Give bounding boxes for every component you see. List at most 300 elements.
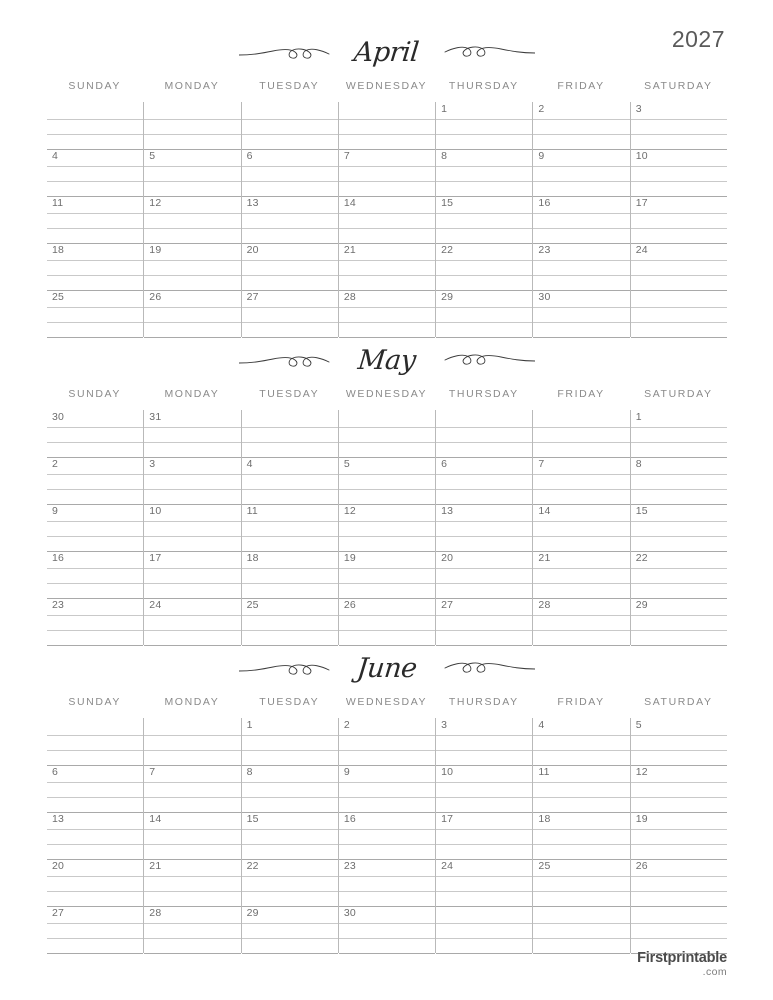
- day-cell[interactable]: [435, 859, 532, 906]
- writing-line: [436, 442, 532, 443]
- day-cell[interactable]: [143, 812, 240, 859]
- writing-line: [631, 923, 727, 924]
- writing-line: [533, 583, 629, 584]
- month-title-april: [46, 30, 727, 74]
- writing-line: [242, 489, 338, 490]
- writing-line: [339, 615, 435, 616]
- weekday-label-tuesday: TUESDAY: [259, 696, 320, 708]
- day-cell[interactable]: [46, 149, 143, 196]
- writing-line: [47, 735, 143, 736]
- site-branding: [637, 951, 727, 978]
- day-cell[interactable]: [46, 504, 143, 551]
- day-cell[interactable]: [46, 551, 143, 598]
- day-cell[interactable]: [532, 718, 629, 765]
- writing-line: [436, 119, 532, 120]
- day-cell[interactable]: [46, 196, 143, 243]
- day-cell[interactable]: [630, 551, 727, 598]
- day-cell[interactable]: [46, 243, 143, 290]
- writing-line: [339, 568, 435, 569]
- day-cell[interactable]: [143, 598, 240, 645]
- month-name: June: [355, 652, 418, 684]
- day-cell[interactable]: [630, 290, 727, 337]
- day-cell[interactable]: [46, 812, 143, 859]
- day-cell[interactable]: [435, 812, 532, 859]
- day-cell[interactable]: [532, 457, 629, 504]
- writing-line: [533, 536, 629, 537]
- writing-line: [339, 953, 435, 954]
- day-cell[interactable]: [338, 457, 435, 504]
- day-cell[interactable]: [241, 812, 338, 859]
- writing-line: [339, 891, 435, 892]
- writing-line: [631, 228, 727, 229]
- weekday-label-wednesday: WEDNESDAY: [345, 388, 428, 400]
- writing-line: [533, 322, 629, 323]
- weekday-label-wednesday: WEDNESDAY: [345, 696, 428, 708]
- date-number: 27: [52, 907, 65, 919]
- writing-line: [242, 797, 338, 798]
- flourish-swash-icon: [443, 656, 535, 682]
- writing-line: [144, 119, 240, 120]
- day-cell[interactable]: [241, 457, 338, 504]
- writing-line: [436, 735, 532, 736]
- day-cell[interactable]: [46, 598, 143, 645]
- brand-name: Firstprintable: [637, 949, 727, 966]
- writing-line: [144, 228, 240, 229]
- day-cell[interactable]: [143, 243, 240, 290]
- writing-line: [144, 322, 240, 323]
- writing-line: [339, 630, 435, 631]
- weekday-label-sunday: SUNDAY: [68, 388, 121, 400]
- date-number: 21: [149, 860, 162, 872]
- date-number: 23: [343, 860, 356, 872]
- writing-line: [47, 307, 143, 308]
- writing-line: [242, 427, 338, 428]
- weekday-label-saturday: SATURDAY: [644, 388, 713, 400]
- day-cell[interactable]: [46, 102, 143, 149]
- writing-line: [436, 307, 532, 308]
- day-cell[interactable]: [338, 551, 435, 598]
- writing-line: [631, 307, 727, 308]
- day-cell[interactable]: [338, 718, 435, 765]
- day-cell[interactable]: [46, 859, 143, 906]
- week-row: [46, 765, 727, 812]
- day-cell[interactable]: [241, 243, 338, 290]
- date-number: 25: [246, 599, 259, 611]
- weekday-label-thursday: THURSDAY: [448, 388, 519, 400]
- day-cell[interactable]: [143, 196, 240, 243]
- writing-line: [436, 953, 532, 954]
- day-cell[interactable]: [241, 149, 338, 196]
- writing-line: [533, 307, 629, 308]
- writing-line: [533, 630, 629, 631]
- day-cell[interactable]: [143, 718, 240, 765]
- writing-line: [533, 442, 629, 443]
- date-number: 8: [635, 458, 642, 470]
- writing-line: [47, 891, 143, 892]
- month-title-june: [46, 646, 727, 690]
- writing-line: [631, 489, 727, 490]
- day-cell[interactable]: [338, 859, 435, 906]
- date-number: 10: [149, 505, 162, 517]
- writing-line: [144, 938, 240, 939]
- writing-line: [533, 891, 629, 892]
- day-cell[interactable]: [630, 457, 727, 504]
- day-cell[interactable]: [338, 598, 435, 645]
- year-label: 2027: [671, 26, 725, 52]
- date-number: 7: [149, 766, 156, 778]
- week-row: [46, 551, 727, 598]
- flourish-left-icon: [239, 658, 331, 684]
- date-number: 25: [52, 291, 65, 303]
- date-number: 17: [635, 197, 648, 209]
- writing-line: [144, 630, 240, 631]
- writing-line: [144, 536, 240, 537]
- day-cell[interactable]: [241, 551, 338, 598]
- writing-line: [47, 134, 143, 135]
- date-number: 13: [246, 197, 259, 209]
- writing-line: [144, 750, 240, 751]
- day-cell[interactable]: [630, 243, 727, 290]
- week-row: [46, 906, 727, 953]
- day-cell[interactable]: [143, 906, 240, 953]
- writing-line: [631, 427, 727, 428]
- week-row: [46, 598, 727, 645]
- day-cell[interactable]: [532, 765, 629, 812]
- writing-line: [631, 213, 727, 214]
- writing-line: [47, 583, 143, 584]
- date-number: 4: [246, 458, 253, 470]
- date-number: 1: [441, 103, 448, 115]
- date-number: 26: [343, 599, 356, 611]
- day-cell[interactable]: [532, 102, 629, 149]
- date-number: 30: [538, 291, 551, 303]
- date-number: 16: [52, 552, 65, 564]
- week-row: [46, 504, 727, 551]
- day-cell[interactable]: [435, 598, 532, 645]
- writing-line: [533, 797, 629, 798]
- writing-line: [533, 166, 629, 167]
- writing-line: [242, 275, 338, 276]
- date-number: 28: [149, 907, 162, 919]
- writing-line: [47, 923, 143, 924]
- writing-line: [144, 307, 240, 308]
- date-number: 9: [343, 766, 350, 778]
- day-cell[interactable]: [630, 149, 727, 196]
- day-cell[interactable]: [435, 504, 532, 551]
- day-cell[interactable]: [241, 598, 338, 645]
- flourish-swash-icon: [443, 40, 535, 66]
- date-number: 4: [538, 719, 545, 731]
- date-number: 3: [149, 458, 156, 470]
- day-cell[interactable]: [241, 290, 338, 337]
- writing-line: [242, 474, 338, 475]
- day-cell[interactable]: [630, 598, 727, 645]
- day-cell[interactable]: [630, 196, 727, 243]
- writing-line: [339, 213, 435, 214]
- writing-line: [533, 735, 629, 736]
- writing-line: [533, 521, 629, 522]
- date-number: 22: [246, 860, 259, 872]
- weekday-label-saturday: SATURDAY: [644, 80, 713, 92]
- writing-line: [242, 876, 338, 877]
- writing-line: [144, 615, 240, 616]
- writing-line: [47, 275, 143, 276]
- writing-line: [144, 166, 240, 167]
- week-row: [46, 812, 727, 859]
- writing-line: [339, 750, 435, 751]
- day-cell[interactable]: [143, 410, 240, 457]
- date-number: 14: [538, 505, 551, 517]
- day-cell[interactable]: [532, 504, 629, 551]
- writing-line: [631, 735, 727, 736]
- date-number: 14: [343, 197, 356, 209]
- writing-line: [339, 521, 435, 522]
- day-cell[interactable]: [143, 102, 240, 149]
- day-cell[interactable]: [532, 149, 629, 196]
- day-cell[interactable]: [338, 906, 435, 953]
- day-cell[interactable]: [46, 410, 143, 457]
- writing-line: [436, 630, 532, 631]
- day-cell[interactable]: [435, 551, 532, 598]
- day-cell[interactable]: [630, 102, 727, 149]
- writing-line: [339, 923, 435, 924]
- day-cell[interactable]: [532, 290, 629, 337]
- writing-line: [47, 568, 143, 569]
- weekday-label-friday: FRIDAY: [557, 388, 605, 400]
- day-cell[interactable]: [241, 906, 338, 953]
- day-cell[interactable]: [241, 196, 338, 243]
- date-number: 15: [635, 505, 648, 517]
- week-row: [46, 149, 727, 196]
- week-row: [46, 859, 727, 906]
- day-cell[interactable]: [532, 196, 629, 243]
- writing-line: [144, 213, 240, 214]
- date-number: 4: [52, 150, 59, 162]
- day-cell[interactable]: [46, 765, 143, 812]
- writing-line: [436, 275, 532, 276]
- calendar-grid-april: [46, 102, 727, 337]
- writing-line: [436, 583, 532, 584]
- day-cell[interactable]: [143, 290, 240, 337]
- writing-line: [242, 568, 338, 569]
- writing-line: [242, 735, 338, 736]
- day-cell[interactable]: [338, 149, 435, 196]
- flourish-right-icon: [443, 40, 535, 66]
- date-number: 12: [343, 505, 356, 517]
- writing-line: [242, 953, 338, 954]
- writing-line: [47, 228, 143, 229]
- writing-line: [47, 489, 143, 490]
- writing-line: [47, 630, 143, 631]
- flourish-swash-icon: [239, 42, 331, 68]
- day-cell[interactable]: [435, 765, 532, 812]
- writing-line: [242, 923, 338, 924]
- day-cell[interactable]: [630, 410, 727, 457]
- writing-line: [631, 322, 727, 323]
- writing-line: [533, 844, 629, 845]
- flourish-swash-icon: [443, 348, 535, 374]
- writing-line: [242, 134, 338, 135]
- writing-line: [631, 536, 727, 537]
- day-cell[interactable]: [241, 718, 338, 765]
- calendar-grid-may: [46, 410, 727, 645]
- weekday-label-thursday: THURSDAY: [448, 80, 519, 92]
- date-number: 6: [441, 458, 448, 470]
- day-cell[interactable]: [532, 243, 629, 290]
- day-cell[interactable]: [46, 718, 143, 765]
- day-cell[interactable]: [532, 812, 629, 859]
- day-cell[interactable]: [241, 504, 338, 551]
- writing-line: [242, 891, 338, 892]
- date-number: 10: [635, 150, 648, 162]
- writing-line: [631, 260, 727, 261]
- day-cell[interactable]: [630, 504, 727, 551]
- day-cell[interactable]: [630, 906, 727, 953]
- writing-line: [339, 260, 435, 261]
- day-cell[interactable]: [143, 149, 240, 196]
- writing-line: [533, 119, 629, 120]
- day-cell[interactable]: [338, 812, 435, 859]
- day-cell[interactable]: [435, 196, 532, 243]
- writing-line: [436, 891, 532, 892]
- day-cell[interactable]: [338, 196, 435, 243]
- day-cell[interactable]: [143, 457, 240, 504]
- writing-line: [631, 938, 727, 939]
- day-cell[interactable]: [46, 906, 143, 953]
- day-cell[interactable]: [435, 410, 532, 457]
- day-cell[interactable]: [338, 504, 435, 551]
- weekday-label-friday: FRIDAY: [557, 80, 605, 92]
- day-cell[interactable]: [630, 812, 727, 859]
- day-cell[interactable]: [435, 457, 532, 504]
- date-number: 25: [538, 860, 551, 872]
- weekday-header-row: [46, 690, 727, 714]
- date-number: 6: [52, 766, 59, 778]
- writing-line: [533, 275, 629, 276]
- day-cell[interactable]: [46, 457, 143, 504]
- writing-line: [533, 181, 629, 182]
- date-number: 13: [52, 813, 65, 825]
- day-cell[interactable]: [241, 859, 338, 906]
- day-cell[interactable]: [338, 290, 435, 337]
- day-cell[interactable]: [241, 765, 338, 812]
- day-cell[interactable]: [630, 859, 727, 906]
- day-cell[interactable]: [435, 290, 532, 337]
- date-number: 29: [635, 599, 648, 611]
- day-cell[interactable]: [630, 718, 727, 765]
- writing-line: [533, 260, 629, 261]
- day-cell[interactable]: [630, 765, 727, 812]
- weekday-header-row: [46, 382, 727, 406]
- date-number: 19: [343, 552, 356, 564]
- flourish-left-icon: [239, 350, 331, 376]
- day-cell[interactable]: [143, 765, 240, 812]
- weekday-header-row: [46, 74, 727, 98]
- day-cell[interactable]: [435, 243, 532, 290]
- writing-line: [47, 938, 143, 939]
- month-name: May: [356, 344, 417, 376]
- writing-line: [533, 938, 629, 939]
- day-cell[interactable]: [143, 859, 240, 906]
- day-cell[interactable]: [338, 410, 435, 457]
- weekday-label-wednesday: WEDNESDAY: [345, 80, 428, 92]
- date-number: 24: [149, 599, 162, 611]
- day-cell[interactable]: [46, 290, 143, 337]
- day-cell[interactable]: [435, 102, 532, 149]
- date-number: 11: [52, 197, 64, 209]
- date-number: 11: [538, 766, 550, 778]
- day-cell[interactable]: [338, 243, 435, 290]
- writing-line: [144, 474, 240, 475]
- writing-line: [47, 536, 143, 537]
- day-cell[interactable]: [435, 906, 532, 953]
- writing-line: [339, 583, 435, 584]
- flourish-swash-icon: [239, 658, 331, 684]
- date-number: 21: [343, 244, 356, 256]
- date-number: 3: [635, 103, 642, 115]
- day-cell[interactable]: [241, 102, 338, 149]
- writing-line: [242, 181, 338, 182]
- writing-line: [533, 568, 629, 569]
- day-cell[interactable]: [435, 718, 532, 765]
- weekday-label-monday: MONDAY: [164, 388, 220, 400]
- writing-line: [242, 938, 338, 939]
- brand-tld: .com: [702, 965, 727, 978]
- writing-line: [533, 474, 629, 475]
- writing-line: [339, 489, 435, 490]
- writing-line: [339, 166, 435, 167]
- flourish-left-icon: [239, 42, 331, 68]
- date-number: 18: [52, 244, 65, 256]
- day-cell[interactable]: [143, 504, 240, 551]
- writing-line: [47, 750, 143, 751]
- day-cell[interactable]: [143, 551, 240, 598]
- day-cell[interactable]: [532, 859, 629, 906]
- day-cell[interactable]: [532, 551, 629, 598]
- day-cell[interactable]: [435, 149, 532, 196]
- day-cell[interactable]: [532, 410, 629, 457]
- writing-line: [47, 322, 143, 323]
- day-cell[interactable]: [532, 598, 629, 645]
- date-number: 9: [538, 150, 545, 162]
- day-cell[interactable]: [338, 765, 435, 812]
- week-row: [46, 457, 727, 504]
- date-number: 5: [635, 719, 642, 731]
- flourish-right-icon: [443, 656, 535, 682]
- writing-line: [47, 474, 143, 475]
- calendar-grid-june: [46, 718, 727, 953]
- writing-line: [436, 938, 532, 939]
- writing-line: [436, 489, 532, 490]
- date-number: 26: [635, 860, 648, 872]
- writing-line: [242, 442, 338, 443]
- writing-line: [631, 829, 727, 830]
- weekday-label-monday: MONDAY: [164, 80, 220, 92]
- day-cell[interactable]: [241, 410, 338, 457]
- writing-line: [631, 615, 727, 616]
- writing-line: [533, 134, 629, 135]
- writing-line: [144, 829, 240, 830]
- writing-line: [144, 275, 240, 276]
- writing-line: [144, 134, 240, 135]
- day-cell[interactable]: [532, 906, 629, 953]
- writing-line: [242, 583, 338, 584]
- day-cell[interactable]: [338, 102, 435, 149]
- date-number: 6: [246, 150, 253, 162]
- date-number: 31: [149, 411, 162, 423]
- writing-line: [339, 536, 435, 537]
- writing-line: [339, 307, 435, 308]
